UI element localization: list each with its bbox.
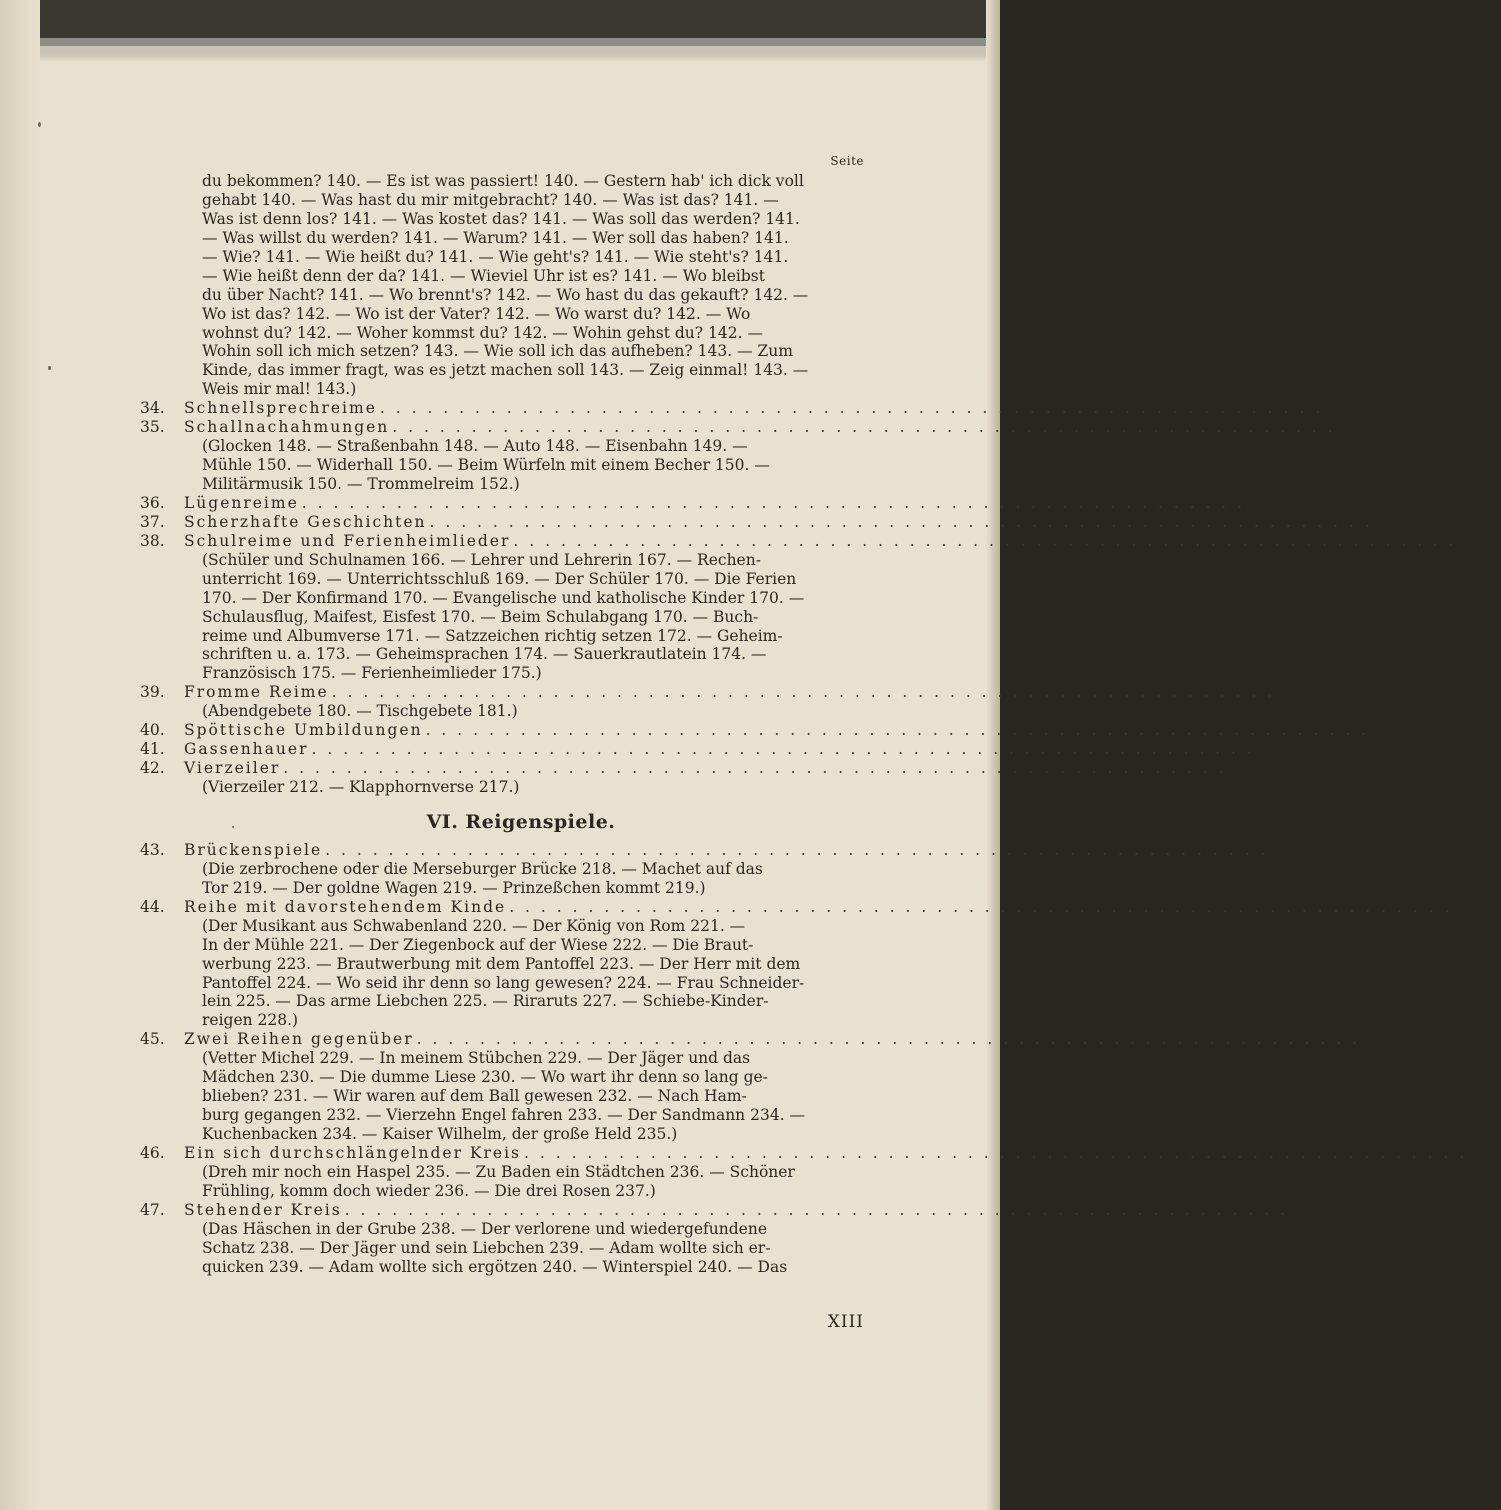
entry-page: 153	[1249, 493, 1280, 512]
detail-line: Pantoffel 224. — Wo seid ihr denn so lang gewesen? 224. — Frau Schneider-	[202, 973, 805, 992]
seite-label: Seite	[830, 154, 864, 168]
dot-leader: . . . . . . . . . . . . . . . . . . . . . . . . . . . . . . . . . . . . . . . . . . . . . . . . . . . . . . . . . . . .	[392, 418, 1336, 437]
toc-entry	[140, 531, 1491, 551]
detail-line: du über Nacht? 141. — Wo brennt's? 142. — Wo hast du das gekauft? 142. —	[202, 285, 809, 304]
entry-title: Spöttische Umbildungen	[184, 721, 423, 740]
entry-number: 40.	[140, 721, 165, 740]
entry-number: 46.	[140, 1143, 165, 1162]
entry-page: 229	[1364, 1030, 1394, 1049]
entry-page: 181	[1373, 721, 1403, 740]
toc-entry	[140, 721, 1403, 740]
detail-line: Militärmusik 150. — Trommelreim 152.)	[202, 475, 520, 493]
entry-page: 166	[1461, 531, 1491, 550]
detail-line: reigen 228.)	[202, 1011, 299, 1030]
detail-line: du bekommen? 140. — Es ist was passiert! 140. — Gestern hab' ich dick voll	[202, 172, 804, 190]
entries-section-vi	[140, 840, 1501, 1277]
detail-line: gehabt 140. — Was hast du mir mitgebracht? 140. — Was ist das? 141. —	[202, 190, 779, 209]
detail-line: (Vierzeiler 212. — Klapphornverse 217.)	[202, 778, 520, 796]
detail-line: blieben? 231. — Wir waren auf dem Ball gewesen 232. — Nach Ham-	[202, 1087, 747, 1106]
entry-number: 42.	[140, 759, 165, 778]
page-folio: XIII	[827, 1312, 864, 1332]
detail-line: (Dreh mir noch ein Haspel 235. — Zu Baden ein Städtchen 236. — Schöner	[202, 1162, 795, 1181]
entry-title: Reihe mit davorstehendem Kinde	[184, 897, 507, 916]
entry-page: 180	[1279, 683, 1309, 702]
top-edge	[0, 0, 1000, 62]
dot-leader: . . . . . . . . . . . . . . . . . . . . . . . . . . . . . . . . . . . . . . . . . . . . . . . . . . . . . . . . . . . .	[311, 740, 1255, 759]
detail-line: reime und Albumverse 171. — Satzzeichen richtig setzen 172. — Geheim-	[202, 626, 783, 645]
detail-line: (Glocken 148. — Straßenbahn 148. — Auto 148. — Eisenbahn 149. —	[202, 437, 748, 456]
toc-entry	[140, 418, 1370, 437]
detail-line: Schatz 238. — Der Jäger und sein Liebchen 239. — Adam wollte sich er-	[202, 1238, 771, 1257]
dot-leader: . . . . . . . . . . . . . . . . . . . . . . . . . . . . . . . . . . . . . . . . . . . . . . . . . . . . . . . . . . . .	[344, 1200, 1288, 1219]
detail-line: Frühling, komm doch wieder 236. — Die drei Rosen 237.)	[202, 1181, 656, 1200]
table-of-contents	[140, 172, 1501, 1277]
detail-line: Französisch 175. — Ferienheimlieder 175.)	[202, 664, 542, 683]
detail-line: — Wie heißt denn der da? 141. — Wieviel Uhr ist es? 141. — Wo bleibst	[202, 266, 765, 285]
page-gutter	[0, 0, 40, 1510]
entry-title: Ein sich durchschlängelnder Kreis	[184, 1143, 522, 1162]
detail-line: werbung 223. — Brautwerbung mit dem Pantoffel 223. — Der Herr mit dem	[202, 954, 801, 973]
dot-leader: . . . . . . . . . . . . . . . . . . . . . . . . . . . . . . . . . . . . . . . . . . . . . . . . . . . . . . . . . . . .	[416, 1030, 1360, 1049]
entry-page: 238	[1292, 1200, 1322, 1219]
detail-line: Was ist denn los? 141. — Was kostet das? 141. — Was soll das werden? 141.	[202, 209, 800, 228]
toc-entry	[140, 399, 1358, 418]
detail-line: Weis mir mal! 143.)	[202, 380, 357, 399]
entry-number: 34.	[140, 399, 165, 418]
paper-fleck	[38, 122, 41, 127]
entry-page: 218	[1272, 840, 1303, 859]
detail-line: lein 225. — Das arme Liebchen 225. — Riraruts 227. — Schiebe-Kinder-	[202, 992, 769, 1011]
dot-leader: . . . . . . . . . . . . . . . . . . . . . . . . . . . . . . . . . . . . . . . . . . . . . . . . . . . . . . . . . . . .	[429, 512, 1373, 531]
toc-entry	[140, 493, 1280, 513]
entry-page: 212	[1231, 759, 1261, 778]
entry-title: Schallnachahmungen	[184, 418, 390, 437]
entry-title: Lügenreime	[184, 493, 299, 512]
entry-title: Scherzhafte Geschichten	[184, 512, 427, 531]
detail-line: — Was willst du werden? 141. — Warum? 141. — Wer soll das haben? 141.	[202, 228, 789, 247]
detail-line: Kinde, das immer fragt, was es jetzt machen soll 143. — Zeig einmal! 143. —	[202, 361, 809, 380]
detail-line: burg gegangen 232. — Vierzehn Engel fahren 233. — Der Sandmann 234. —	[202, 1106, 806, 1125]
dot-leader: . . . . . . . . . . . . . . . . . . . . . . . . . . . . . . . . . . . . . . . . . . . . . . . . . . . . . . . . . . . .	[513, 531, 1457, 550]
detail-line: (Der Musikant aus Schwabenland 220. — Der König von Rom 221. —	[202, 916, 746, 935]
detail-line: Tor 219. — Der goldne Wagen 219. — Prinzeßchen kommt 219.)	[202, 878, 706, 897]
toc-entry	[140, 759, 1261, 778]
detail-line: Mädchen 230. — Die dumme Liese 230. — Wo wart ihr denn so lang ge-	[202, 1068, 768, 1087]
dot-leader: . . . . . . . . . . . . . . . . . . . . . . . . . . . . . . . . . . . . . . . . . . . . . . . . . . . . . . . . . . . .	[325, 840, 1269, 859]
dot-leader: . . . . . . . . . . . . . . . . . . . . . . . . . . . . . . . . . . . . . . . . . . . . . . . . . . . . . . . . . . . .	[301, 493, 1246, 512]
detail-line: unterricht 169. — Unterrichtsschluß 169. — Der Schüler 170. — Die Ferien	[202, 569, 797, 588]
detail-line: (Schüler und Schulnamen 166. — Lehrer und Lehrerin 167. — Rechen-	[202, 550, 761, 569]
entry-number: 41.	[140, 740, 165, 759]
dot-leader: . . . . . . . . . . . . . . . . . . . . . . . . . . . . . . . . . . . . . . . . . . . . . . . . . . . . . . . . . . . .	[379, 399, 1324, 418]
entry-title: Zwei Reihen gegenüber	[184, 1030, 414, 1049]
entry-title: Stehender Kreis	[184, 1200, 342, 1219]
entry-title: Fromme Reime	[184, 683, 329, 702]
entry-number: 37.	[140, 512, 165, 531]
detail-line: schriften u. a. 173. — Geheimsprachen 174. — Sauerkrautlatein 174. —	[202, 645, 767, 664]
toc-entry	[140, 512, 1407, 532]
detail-line: (Vetter Michel 229. — In meinem Stübchen 229. — Der Jäger und das	[202, 1049, 751, 1068]
entry-page: 235	[1471, 1143, 1501, 1162]
detail-line: (Das Häschen in der Grube 238. — Der verlorene und wiedergefundene	[202, 1219, 768, 1238]
entry-number: 45.	[140, 1030, 165, 1049]
section-heading: VI. Reigenspiele.	[426, 810, 616, 833]
dot-leader: . . . . . . . . . . . . . . . . . . . . . . . . . . . . . . . . . . . . . . . . . . . . . . . . . . . . . . . . . . . .	[331, 683, 1275, 702]
detail-line: wohnst du? 142. — Woher kommst du? 142. — Wohin gehst du? 142. —	[202, 323, 763, 342]
entry-title: Vierzeiler	[184, 759, 281, 778]
detail-line: quicken 239. — Adam wollte sich ergötzen 240. — Winterspiel 240. — Das	[202, 1257, 788, 1276]
entry-number: 36.	[140, 493, 165, 512]
toc-entry	[140, 1143, 1501, 1163]
entry-number: 35.	[140, 418, 165, 437]
entry-title: Gassenhauer	[184, 740, 309, 759]
entry-number: 44.	[140, 897, 165, 916]
toc-entry	[140, 897, 1487, 917]
entry-number: 39.	[140, 683, 165, 702]
entry-title: Brückenspiele	[184, 840, 323, 859]
dot-leader: . . . . . . . . . . . . . . . . . . . . . . . . . . . . . . . . . . . . . . . . . . . . . . . . . . . . . . . . . . . .	[524, 1143, 1468, 1162]
detail-line: Wohin soll ich mich setzen? 143. — Wie soll ich das aufheben? 143. — Zum	[202, 342, 793, 361]
toc-entry	[140, 1200, 1322, 1220]
detail-line: (Die zerbrochene oder die Merseburger Brücke 218. — Machet auf das	[202, 859, 763, 878]
toc-entry	[140, 683, 1309, 702]
detail-line: (Abendgebete 180. — Tischgebete 181.)	[202, 702, 518, 721]
toc-entry	[140, 840, 1303, 860]
continuation-block	[140, 172, 862, 399]
entry-number: 47.	[140, 1200, 165, 1219]
detail-line: 170. — Der Konfirmand 170. — Evangelische und katholische Kinder 170. —	[202, 588, 805, 607]
entries-section-v	[140, 399, 1491, 797]
entry-page: 148	[1340, 418, 1370, 437]
toc-entry	[140, 1030, 1394, 1049]
entry-title: Schulreime und Ferienheimlieder	[184, 531, 511, 550]
entry-page: 159	[1377, 512, 1407, 531]
detail-line: In der Mühle 221. — Der Ziegenbock auf der Wiese 222. — Die Braut-	[202, 935, 754, 954]
detail-line: — Wie? 141. — Wie heißt du? 141. — Wie geht's? 141. — Wie steht's? 141.	[202, 247, 789, 266]
entry-title: Schnellsprechreime	[184, 399, 377, 418]
detail-line: Schulausflug, Maifest, Eisfest 170. — Beim Schulabgang 170. — Buch-	[202, 607, 759, 626]
entry-number: 38.	[140, 531, 165, 550]
entry-page: 143	[1327, 399, 1358, 418]
dot-leader: . . . . . . . . . . . . . . . . . . . . . . . . . . . . . . . . . . . . . . . . . . . . . . . . . . . . . . . . . . . .	[509, 897, 1453, 916]
entry-page: 220	[1456, 897, 1487, 916]
dot-leader: . . . . . . . . . . . . . . . . . . . . . . . . . . . . . . . . . . . . . . . . . . . . . . . . . . . . . . . . . . . .	[283, 759, 1227, 778]
dot-leader: . . . . . . . . . . . . . . . . . . . . . . . . . . . . . . . . . . . . . . . . . . . . . . . . . . . . . . . . . . . .	[425, 721, 1369, 740]
detail-line: Mühle 150. — Widerhall 150. — Beim Würfeln mit einem Becher 150. —	[202, 456, 770, 475]
toc-entry	[140, 740, 1289, 759]
detail-line: Wo ist das? 142. — Wo ist der Vater? 142. — Wo warst du? 142. — Wo	[202, 304, 751, 323]
detail-line: Kuchenbacken 234. — Kaiser Wilhelm, der große Held 235.)	[202, 1125, 678, 1143]
entry-page: 188	[1259, 740, 1289, 759]
entry-number: 43.	[140, 840, 165, 859]
paper-fleck	[48, 366, 51, 370]
